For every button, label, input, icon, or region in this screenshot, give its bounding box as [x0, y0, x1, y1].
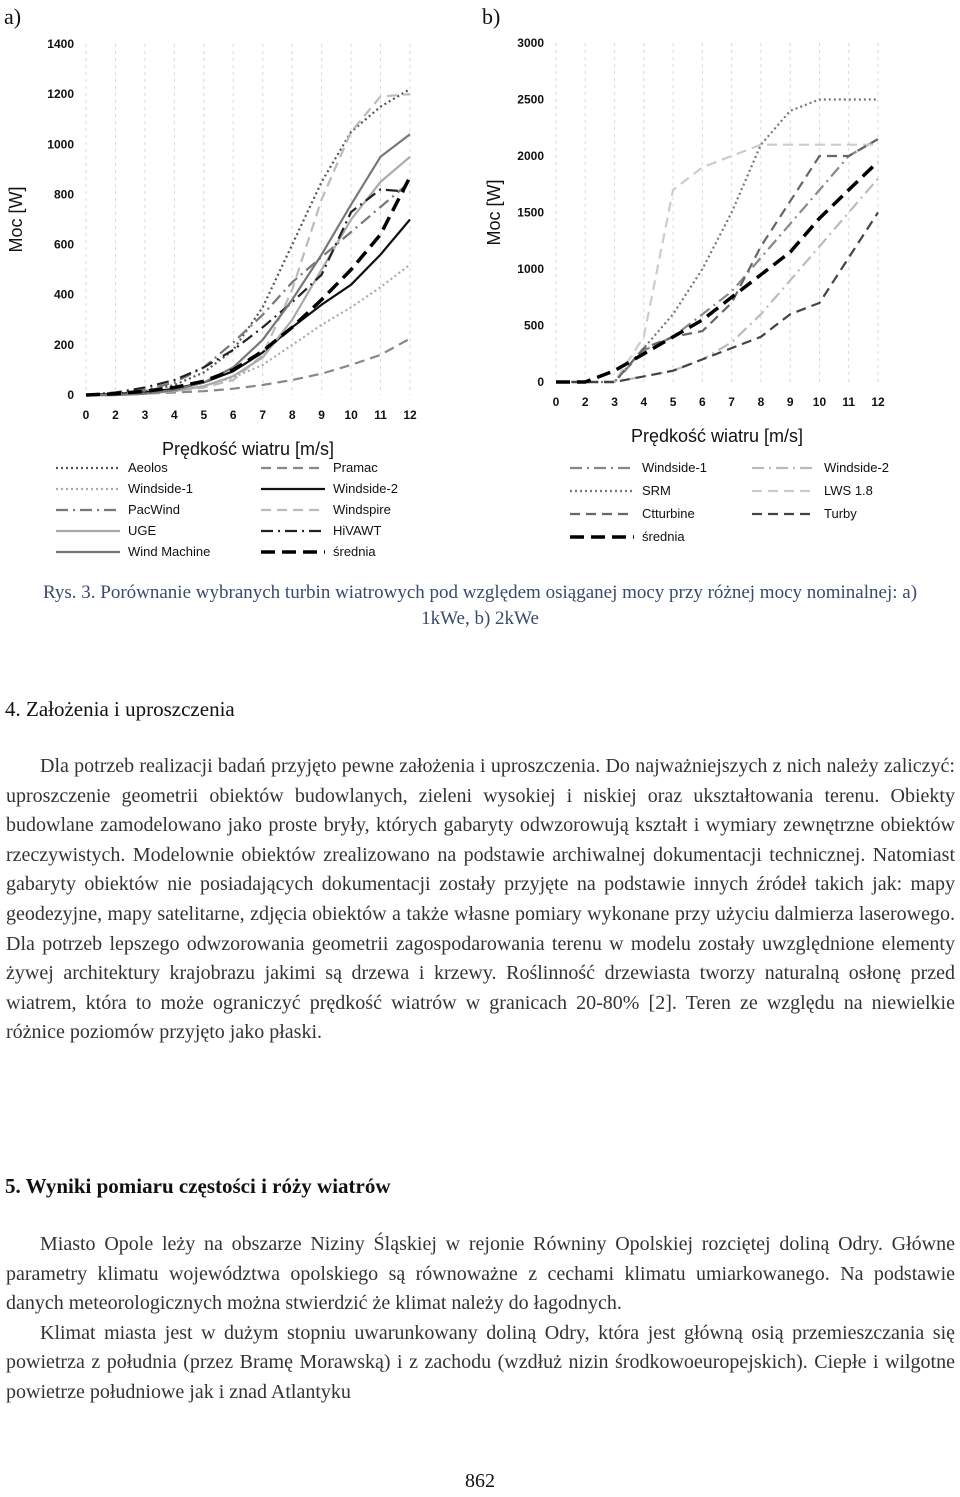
y-tick-label: 500 [523, 318, 544, 333]
x-tick-label: 8 [288, 408, 296, 422]
x-tick-label: 11 [842, 395, 856, 409]
x-tick-label: 5 [200, 408, 208, 422]
section-4-text: Dla potrzeb realizacji badań przyjęto pewne założenia i uproszczenia. Do najważniejszych z nich należy zaliczyć: uproszczenie geometrii obiektów budowlanych, zieleni wysokiej i niskiej oraz ukształtowania terenu. Obiekty budowlane zamodelowano jako proste bryły, których gabaryty odwzorowują kształt i wymiary zewnętrzne obiektów rzeczywistych. Modelownie obiektów zrealizowano na podstawie archiwalnej dokumentacji technicznej. Natomiast gabaryty obiektów nie posiadających dokumentacji zostały przyjęte na podstawie innych źródeł takich jak: mapy geodezyjne, mapy satelitarne, zdjęcia obiektów a także własne pomiary wykonane przy użyciu dalmierza laserowego. Dla potrzeb lepszego odwzorowania geometrii zagospodarowania terenu w modelu zostały uwzględnione elementy żywej architektury krajobrazu jakimi są drzewa i krzewy. Roślinność drzewiasta tworzy naturalną osłonę przed wiatrem, która to może ograniczyć prędkość wiatrów w granicach 20-80% [2]. Teren ze względu na niewielkie różnice poziomów przyjęto jako płaski. [6, 755, 955, 1044]
series-line-windside-1 [556, 139, 878, 382]
section-5-paragraph-1: Miasto Opole leży na obszarze Niziny Śląskiej w rejonie Równiny Opolskiej rozciętej doliną Odry. Główne parametry klimatu województwa opolskiego są równoważne z cechami klimatu umiarkowanego. Na podstawie danych meteorologicznych można stwierdzić że klimat należy do łagodnych. [6, 1233, 955, 1315]
chart-a-power-curves [0, 30, 470, 570]
y-tick-label: 0 [537, 375, 544, 389]
section-5-heading: 5. Wyniki pomiaru częstości i róży wiatrów [5, 1174, 391, 1198]
series-line-wind-machine [86, 134, 410, 395]
y-tick-label: 1500 [517, 205, 544, 220]
series-line-średnia [556, 162, 878, 382]
y-tick-label: 400 [53, 287, 74, 302]
x-tick-label: 0 [552, 395, 560, 409]
x-tick-label: 10 [344, 408, 358, 422]
x-tick-label: 4 [171, 408, 178, 422]
y-tick-label: 0 [67, 388, 74, 402]
y-tick-label: 1000 [47, 137, 74, 152]
x-tick-label: 6 [699, 395, 706, 409]
x-tick-label: 6 [229, 408, 237, 422]
legend-label: LWS 1.8 [824, 483, 873, 498]
x-tick-label: 10 [812, 395, 827, 409]
x-tick-label: 9 [318, 408, 325, 422]
legend-label: Ctturbine [642, 506, 695, 521]
page-number: 862 [465, 1470, 495, 1492]
legend-label: Aeolos [128, 460, 168, 475]
section-4-paragraph [6, 752, 955, 1048]
y-tick-label: 800 [53, 187, 74, 202]
y-tick-label: 3000 [517, 36, 544, 50]
figure-caption-text: Rys. 3. Porównanie wybranych turbin wiatrowych pod względem osiąganej mocy przy różnej mocy nominalnej: a) 1kWe, b) 2kWe [42, 582, 918, 629]
x-tick-label: 12 [403, 408, 417, 422]
series-line-turby [556, 213, 878, 383]
figure-caption [0, 580, 960, 632]
chart-b-power-curves [478, 30, 960, 560]
legend-label: Windspire [333, 502, 391, 517]
series-line-windside-2 [556, 179, 878, 382]
legend-label: SRM [642, 483, 671, 498]
x-tick-label: 12 [871, 395, 885, 409]
series-line-aeolos [86, 89, 410, 395]
y-axis-label: Moc [W] [6, 186, 26, 253]
y-tick-label: 600 [53, 237, 74, 252]
series-line-hivawt [86, 189, 410, 395]
y-tick-label: 1400 [47, 37, 74, 51]
section-5-body [6, 1230, 955, 1408]
y-tick-label: 1000 [517, 262, 544, 276]
x-tick-label: 9 [786, 395, 794, 409]
legend-label: średnia [642, 529, 685, 544]
x-tick-label: 4 [640, 395, 648, 409]
x-tick-label: 11 [374, 408, 387, 422]
series-line-windside-1 [86, 265, 410, 395]
x-axis-label: Prędkość wiatru [m/s] [630, 426, 804, 446]
legend-label: Windside-2 [333, 481, 399, 496]
panel-label-b: b) [482, 4, 501, 29]
y-tick-label: 2000 [517, 149, 544, 163]
x-tick-label: 3 [141, 408, 149, 422]
series-line-lws-1-8 [556, 145, 878, 382]
y-tick-label: 2500 [517, 92, 544, 107]
x-tick-label: 7 [728, 395, 735, 409]
y-axis-label: Moc [W] [484, 179, 504, 246]
x-tick-label: 2 [581, 395, 589, 409]
y-tick-label: 1200 [47, 87, 74, 102]
section-4-heading: 4. Założenia i uproszczenia [5, 697, 235, 721]
legend-label: średnia [333, 544, 376, 559]
series-line-srm [556, 100, 878, 383]
legend-label: Pramac [333, 460, 378, 475]
series-line-windspire [86, 94, 410, 395]
y-tick-label: 200 [53, 337, 74, 352]
legend-label: HiVAWT [333, 523, 382, 538]
x-tick-label: 8 [757, 395, 765, 409]
x-axis-label: Prędkość wiatru [m/s] [161, 439, 335, 459]
legend-label: PacWind [128, 502, 181, 517]
legend-label: Windside-2 [824, 460, 890, 475]
x-tick-label: 3 [611, 395, 618, 409]
legend-label: Windside-1 [128, 481, 194, 496]
series-line-ctturbine [556, 139, 878, 382]
panel-label-a: a) [4, 4, 22, 29]
legend-label: Windside-1 [642, 460, 708, 475]
legend-label: Wind Machine [128, 544, 211, 559]
legend-label: Turby [824, 506, 857, 521]
x-tick-label: 0 [82, 408, 90, 422]
legend-label: UGE [128, 523, 157, 538]
x-tick-label: 7 [259, 408, 267, 422]
x-tick-label: 2 [112, 408, 119, 422]
x-tick-label: 5 [669, 395, 677, 409]
section-5-paragraph-2: Klimat miasta jest w dużym stopniu uwarunkowany doliną Odry, która jest główną osią przemieszczania się powietrza z południa (przez Bramę Morawską) i z zachodu (wzdłuż nizin środkowoeuropejskich). Ciepłe i wilgotne powietrze południowe jak i znad Atlantyku [6, 1321, 955, 1403]
